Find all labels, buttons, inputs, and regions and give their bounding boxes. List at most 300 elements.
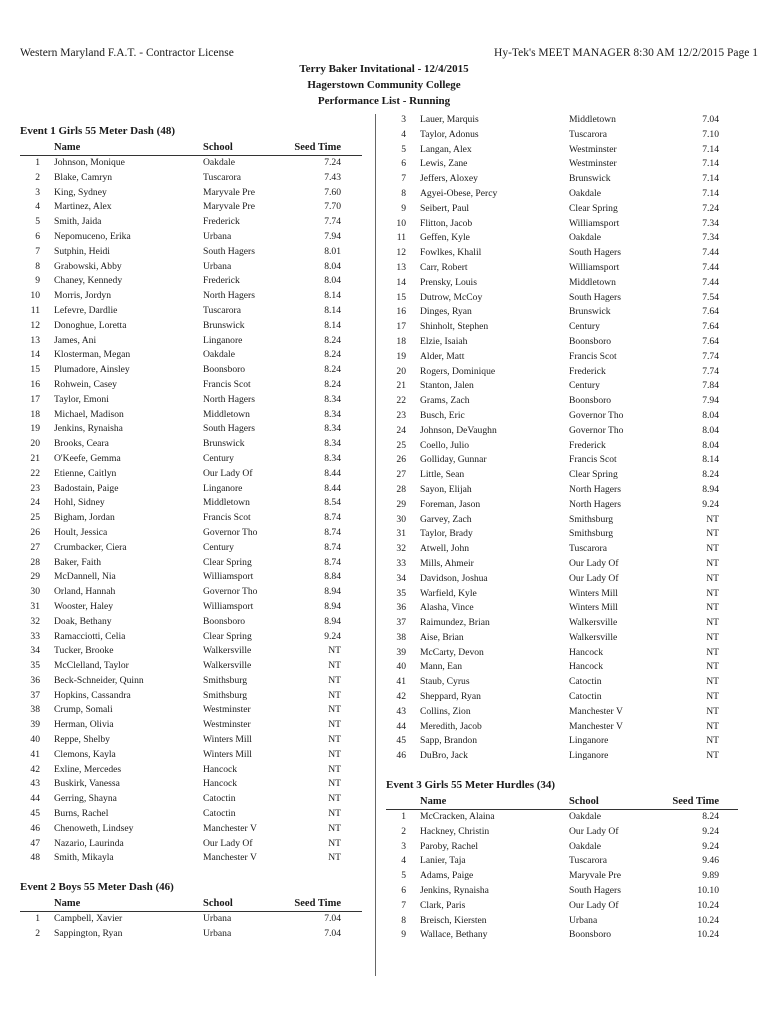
athlete-name-cell: Golliday, Gunnar (420, 454, 487, 466)
seed-time-cell: 7.84 (702, 380, 719, 392)
table-row (386, 899, 738, 914)
place-cell: 40 (30, 734, 40, 746)
seed-time-cell: 10.10 (697, 885, 719, 897)
place-cell: 1 (35, 913, 40, 925)
meet-manager-header: Hy-Tek's MEET MANAGER 8:30 AM 12/2/2015 Page 1 (494, 47, 758, 59)
place-cell: 11 (396, 232, 406, 244)
place-cell: 21 (30, 452, 40, 464)
place-cell: 18 (30, 408, 40, 420)
table-header-row (20, 896, 362, 912)
seed-time-cell: 8.04 (324, 260, 341, 272)
school-cell: Our Lady Of (203, 837, 253, 849)
place-cell: 43 (30, 778, 40, 790)
school-cell: Frederick (203, 275, 240, 287)
seed-time-cell: 8.94 (324, 615, 341, 627)
seed-time-cell: 10.24 (697, 929, 719, 941)
place-cell: 48 (30, 852, 40, 864)
table-row (386, 928, 738, 943)
athlete-name-cell: Hoult, Jessica (54, 526, 108, 538)
school-cell: Oakdale (203, 157, 235, 168)
table-row (386, 276, 738, 291)
table-row (386, 320, 738, 335)
school-cell: Westminster (569, 143, 617, 155)
school-cell: Winters Mill (203, 734, 252, 746)
table-row (20, 348, 362, 363)
place-cell: 9 (35, 275, 40, 287)
school-cell: Middletown (203, 408, 250, 420)
athlete-name-cell: Warfield, Kyle (420, 587, 477, 599)
place-cell: 4 (401, 128, 406, 140)
table-row (20, 393, 362, 408)
seed-time-cell: 9.24 (324, 630, 341, 642)
place-cell: 3 (401, 114, 406, 125)
athlete-name-cell: Badostain, Paige (54, 482, 119, 494)
athlete-name-cell: Burns, Rachel (54, 808, 109, 820)
table-row (20, 570, 362, 585)
school-cell: Catoctin (203, 793, 236, 805)
athlete-name-cell: Bigham, Jordan (54, 512, 115, 524)
place-cell: 5 (401, 870, 406, 882)
athlete-name-cell: Plumadore, Ainsley (54, 364, 130, 376)
table-row (386, 734, 738, 749)
school-cell: North Hagers (203, 290, 255, 302)
place-cell: 5 (35, 216, 40, 228)
table-row (20, 748, 362, 763)
document-titles (0, 61, 768, 109)
place-cell: 29 (396, 498, 406, 510)
seed-time-cell: 9.24 (702, 498, 719, 510)
place-cell: 30 (30, 586, 40, 598)
table-row (386, 128, 738, 143)
school-cell: Westminster (569, 158, 617, 170)
school-cell: Oakdale (569, 232, 601, 244)
place-cell: 26 (30, 526, 40, 538)
table-row (20, 319, 362, 334)
table-row (386, 291, 738, 306)
school-cell: Governor Tho (569, 424, 624, 436)
athlete-name-cell: Nepomuceno, Erika (54, 230, 131, 242)
seed-time-cell: NT (328, 808, 341, 820)
place-cell: 23 (30, 482, 40, 494)
school-cell: Hancock (569, 646, 604, 658)
seed-time-cell: 7.24 (324, 157, 341, 168)
seed-time-cell: NT (706, 617, 719, 629)
place-cell: 27 (30, 541, 40, 553)
athlete-name-cell: Taylor, Adonus (420, 128, 479, 140)
seed-time-cell: 8.04 (702, 439, 719, 451)
seed-time-cell: 7.14 (702, 143, 719, 155)
school-cell: Manchester V (203, 822, 257, 834)
athlete-name-cell: Beck-Schneider, Quinn (54, 674, 144, 686)
athlete-name-cell: Lefevre, Dardlie (54, 304, 118, 316)
report-title: Performance List - Running (317, 95, 451, 107)
seed-time-cell: 7.94 (702, 395, 719, 407)
place-cell: 20 (396, 365, 406, 377)
place-cell: 40 (396, 661, 406, 673)
event-block (386, 113, 738, 764)
school-cell: Clear Spring (569, 202, 618, 214)
place-cell: 37 (30, 689, 40, 701)
school-cell: Boonsboro (569, 929, 612, 941)
place-cell: 4 (401, 855, 406, 867)
place-cell: 25 (30, 512, 40, 524)
table-row (386, 424, 738, 439)
seed-time-cell: 7.43 (324, 171, 341, 183)
table-row (20, 912, 362, 927)
table-row (20, 482, 362, 497)
athlete-name-cell: Donoghue, Loretta (54, 319, 127, 331)
athlete-name-cell: Adams, Paige (420, 870, 474, 882)
table-row (20, 156, 362, 171)
place-cell: 19 (30, 423, 40, 435)
seed-time-cell: 7.04 (702, 114, 719, 125)
place-cell: 45 (30, 808, 40, 820)
table-row (20, 807, 362, 822)
table-row (20, 289, 362, 304)
place-cell: 2 (35, 171, 40, 183)
place-cell: 1 (35, 157, 40, 168)
athlete-name-cell: Jenkins, Rynaisha (54, 423, 123, 435)
place-cell: 7 (401, 173, 406, 185)
athlete-name-cell: Baker, Faith (54, 556, 102, 568)
table-row (386, 468, 738, 483)
table-row (386, 660, 738, 675)
place-cell: 25 (396, 439, 406, 451)
athlete-name-cell: Sheppard, Ryan (420, 691, 481, 703)
table-row (20, 689, 362, 704)
seed-time-cell: 7.64 (702, 321, 719, 333)
athlete-name-cell: Lanier, Taja (420, 855, 466, 867)
seed-time-cell: 9.24 (702, 825, 719, 837)
athlete-name-cell: Smith, Mikayla (54, 852, 114, 864)
seed-time-cell: 7.34 (702, 232, 719, 244)
athlete-name-cell: DuBro, Jack (420, 750, 468, 762)
table-row (386, 810, 738, 825)
seed-time-cell: NT (706, 676, 719, 688)
venue-title: Hagerstown Community College (307, 79, 461, 91)
table-row (20, 644, 362, 659)
table-row (386, 187, 738, 202)
athlete-name-cell: Paroby, Rachel (420, 840, 478, 852)
athlete-name-cell: Blake, Camryn (54, 171, 113, 183)
seed-time-cell: NT (706, 631, 719, 643)
school-column-header: School (203, 142, 233, 153)
place-cell: 14 (30, 349, 40, 361)
athlete-name-cell: Ramacciotti, Celia (54, 630, 126, 642)
school-cell: Boonsboro (569, 335, 612, 347)
seed-time-cell: NT (706, 602, 719, 614)
athlete-name-cell: Raimundez, Brian (420, 617, 490, 629)
athlete-name-cell: Brooks, Ceara (54, 438, 109, 450)
table-row (386, 631, 738, 646)
school-cell: Urbana (203, 913, 232, 925)
athlete-name-cell: Sayon, Elijah (420, 483, 472, 495)
seed-time-cell: 8.14 (324, 290, 341, 302)
athlete-name-cell: Gerring, Shayna (54, 793, 117, 805)
athlete-name-cell: Martinez, Alex (54, 201, 112, 213)
school-cell: Linganore (203, 482, 243, 494)
school-cell: Urbana (569, 914, 598, 926)
place-header (20, 140, 40, 155)
athlete-name-cell: Busch, Eric (420, 409, 465, 421)
school-cell: Hancock (203, 763, 238, 775)
seed-time-cell: NT (328, 793, 341, 805)
school-cell: Our Lady Of (569, 572, 619, 584)
place-cell: 16 (396, 306, 406, 318)
athlete-name-cell: McCarty, Devon (420, 646, 484, 658)
athlete-name-cell: Stanton, Jalen (420, 380, 474, 392)
school-cell: Francis Scot (569, 454, 617, 466)
place-cell: 4 (35, 201, 40, 213)
athlete-name-cell: Foreman, Jason (420, 498, 481, 510)
table-row (20, 703, 362, 718)
seed-time-cell: 9.46 (702, 855, 719, 867)
athlete-name-cell: Taylor, Brady (420, 528, 473, 540)
school-cell: Century (569, 380, 600, 392)
seed-time-cell: NT (706, 691, 719, 703)
school-cell: Maryvale Pre (203, 201, 255, 213)
seed-time-cell: 7.24 (702, 202, 719, 214)
school-cell: Catoctin (203, 808, 236, 820)
school-cell: Williamsport (203, 600, 254, 612)
table-row (20, 792, 362, 807)
table-row (386, 690, 738, 705)
table-row (20, 822, 362, 837)
table-row (386, 483, 738, 498)
athlete-name-cell: Flitton, Jacob (420, 217, 473, 229)
place-cell: 20 (30, 438, 40, 450)
place-cell: 18 (396, 335, 406, 347)
place-cell: 29 (30, 571, 40, 583)
athlete-name-cell: Johnson, DeVaughn (420, 424, 497, 436)
table-row (20, 777, 362, 792)
athlete-name-cell: Dinges, Ryan (420, 306, 472, 318)
place-cell: 30 (396, 513, 406, 525)
event-title: Event 3 Girls 55 Meter Hurdles (34) (386, 779, 556, 792)
seed-time-cell: NT (328, 778, 341, 790)
athlete-name-cell: Agyei-Obese, Percy (420, 187, 498, 199)
seed-time-cell: 7.44 (702, 276, 719, 288)
place-cell: 39 (30, 719, 40, 731)
athlete-name-cell: Reppe, Shelby (54, 734, 110, 746)
seed-time-cell: NT (706, 587, 719, 599)
place-cell: 10 (30, 290, 40, 302)
left-column (20, 122, 362, 942)
place-cell: 22 (396, 395, 406, 407)
seed-time-cell: 8.04 (702, 424, 719, 436)
school-cell: Frederick (569, 439, 606, 451)
athlete-name-cell: Davidson, Joshua (420, 572, 488, 584)
athlete-name-cell: Prensky, Louis (420, 276, 477, 288)
athlete-name-cell: Klosterman, Megan (54, 349, 131, 361)
athlete-name-cell: Clark, Paris (420, 899, 466, 911)
seed-time-cell: 7.14 (702, 173, 719, 185)
table-row (20, 274, 362, 289)
athlete-name-cell: Rohwein, Casey (54, 378, 117, 390)
seed-time-cell: 8.74 (324, 556, 341, 568)
table-row (20, 526, 362, 541)
school-cell: Linganore (569, 750, 609, 762)
place-cell: 27 (396, 469, 406, 481)
athlete-name-cell: Staub, Cyrus (420, 676, 470, 688)
athlete-name-cell: Campbell, Xavier (54, 913, 123, 925)
seed-time-cell: NT (706, 557, 719, 569)
place-cell: 37 (396, 617, 406, 629)
athlete-name-cell: Sappington, Ryan (54, 928, 123, 940)
seed-time-cell: 10.24 (697, 899, 719, 911)
school-cell: Winters Mill (569, 587, 618, 599)
place-cell: 47 (30, 837, 40, 849)
place-cell: 14 (396, 276, 406, 288)
seed-time-cell: 7.44 (702, 247, 719, 259)
table-header-row (386, 794, 738, 810)
seed-time-cell: 7.60 (324, 186, 341, 198)
table-row (20, 334, 362, 349)
place-cell: 13 (396, 261, 406, 273)
place-cell: 2 (35, 928, 40, 940)
seed-time-cell: 8.44 (324, 482, 341, 494)
school-cell: Oakdale (203, 349, 235, 361)
athlete-name-cell: Doak, Bethany (54, 615, 112, 627)
place-cell: 31 (30, 600, 40, 612)
seed-time-column-header: Seed Time (672, 796, 719, 808)
right-column (386, 113, 738, 943)
athlete-name-cell: Alder, Matt (420, 350, 465, 362)
seed-time-cell: NT (328, 734, 341, 746)
table-row (20, 200, 362, 215)
athlete-name-cell: Hohl, Sidney (54, 497, 105, 509)
school-cell: Century (203, 452, 234, 464)
seed-time-column-header: Seed Time (294, 898, 341, 910)
table-row (386, 572, 738, 587)
athlete-name-cell: Chaney, Kennedy (54, 275, 123, 287)
school-cell: South Hagers (569, 885, 621, 897)
place-cell: 2 (401, 825, 406, 837)
place-cell: 33 (30, 630, 40, 642)
athlete-name-cell: Smith, Jaida (54, 216, 102, 228)
place-cell: 36 (396, 602, 406, 614)
table-row (386, 157, 738, 172)
seed-time-cell: 8.01 (324, 245, 341, 257)
place-header (20, 896, 40, 911)
athlete-name-cell: Carr, Robert (420, 261, 468, 273)
place-cell: 28 (396, 483, 406, 495)
school-cell: Century (569, 321, 600, 333)
table-header-row (20, 140, 362, 156)
table-row (386, 365, 738, 380)
seed-time-cell: 8.94 (324, 586, 341, 598)
seed-time-cell: 8.24 (702, 811, 719, 823)
school-cell: Tuscarora (203, 304, 242, 316)
seed-time-cell: 8.14 (324, 319, 341, 331)
table-row (386, 439, 738, 454)
table-row (386, 394, 738, 409)
seed-time-cell: NT (706, 528, 719, 540)
table-row (386, 557, 738, 572)
athlete-name-cell: Hopkins, Cassandra (54, 689, 131, 701)
seed-time-cell: NT (706, 543, 719, 555)
seed-time-cell: NT (328, 689, 341, 701)
table-row (386, 379, 738, 394)
place-cell: 10 (396, 217, 406, 229)
seed-time-cell: NT (328, 719, 341, 731)
seed-time-cell: 7.54 (702, 291, 719, 303)
athlete-name-cell: Buskirk, Vanessa (54, 778, 120, 790)
school-cell: Frederick (569, 365, 606, 377)
place-cell: 32 (396, 543, 406, 555)
seed-time-cell: 10.24 (697, 914, 719, 926)
seed-time-cell: 8.44 (324, 467, 341, 479)
athlete-name-cell: Exline, Mercedes (54, 763, 122, 775)
seed-time-cell: 8.34 (324, 393, 341, 405)
school-cell: Linganore (569, 735, 609, 747)
athlete-name-cell: Mann, Ean (420, 661, 463, 673)
place-cell: 33 (396, 557, 406, 569)
place-cell: 31 (396, 528, 406, 540)
school-cell: Westminster (203, 719, 251, 731)
school-cell: Williamsport (569, 261, 620, 273)
athlete-name-cell: Collins, Zion (420, 705, 471, 717)
event-block (20, 122, 362, 866)
place-cell: 23 (396, 409, 406, 421)
seed-time-cell: 7.64 (702, 306, 719, 318)
seed-time-cell: NT (328, 822, 341, 834)
athlete-name-cell: Morris, Jordyn (54, 290, 112, 302)
table-row (386, 720, 738, 735)
seed-time-cell: NT (328, 660, 341, 672)
athlete-name-cell: Crumbacker, Ciera (54, 541, 127, 553)
name-column-header: Name (54, 898, 81, 910)
seed-time-cell: NT (706, 572, 719, 584)
school-column-header: School (203, 898, 233, 910)
place-cell: 34 (30, 645, 40, 657)
school-cell: Francis Scot (569, 350, 617, 362)
athlete-name-cell: Orland, Hannah (54, 586, 116, 598)
table-row (20, 186, 362, 201)
seed-time-cell: 7.70 (324, 201, 341, 213)
school-cell: Boonsboro (203, 615, 246, 627)
school-cell: Our Lady Of (203, 467, 253, 479)
table-row (20, 215, 362, 230)
athlete-name-cell: Seibert, Paul (420, 202, 470, 214)
place-cell: 36 (30, 674, 40, 686)
place-cell: 7 (35, 245, 40, 257)
seed-time-cell: 7.94 (324, 230, 341, 242)
athlete-name-cell: Clemons, Kayla (54, 748, 116, 760)
school-cell: Smithsburg (203, 689, 248, 701)
school-cell: Williamsport (203, 571, 254, 583)
school-cell: Brunswick (569, 306, 611, 318)
seed-time-cell: 7.14 (702, 187, 719, 199)
table-row (386, 231, 738, 246)
school-cell: Century (203, 541, 234, 553)
place-cell: 24 (30, 497, 40, 509)
athlete-name-cell: Rogers, Dominique (420, 365, 496, 377)
school-cell: Walkersville (569, 617, 618, 629)
table-row (20, 511, 362, 526)
table-row (20, 245, 362, 260)
table-row (386, 914, 738, 929)
school-cell: Walkersville (569, 631, 618, 643)
place-cell: 5 (401, 143, 406, 155)
school-cell: Brunswick (203, 438, 245, 450)
event-title: Event 2 Boys 55 Meter Dash (46) (20, 881, 174, 894)
seed-time-cell: 7.74 (702, 365, 719, 377)
athlete-name-cell: Geffen, Kyle (420, 232, 470, 244)
school-cell: Tuscarora (569, 855, 608, 867)
school-cell: Oakdale (569, 811, 601, 823)
table-row (20, 763, 362, 778)
